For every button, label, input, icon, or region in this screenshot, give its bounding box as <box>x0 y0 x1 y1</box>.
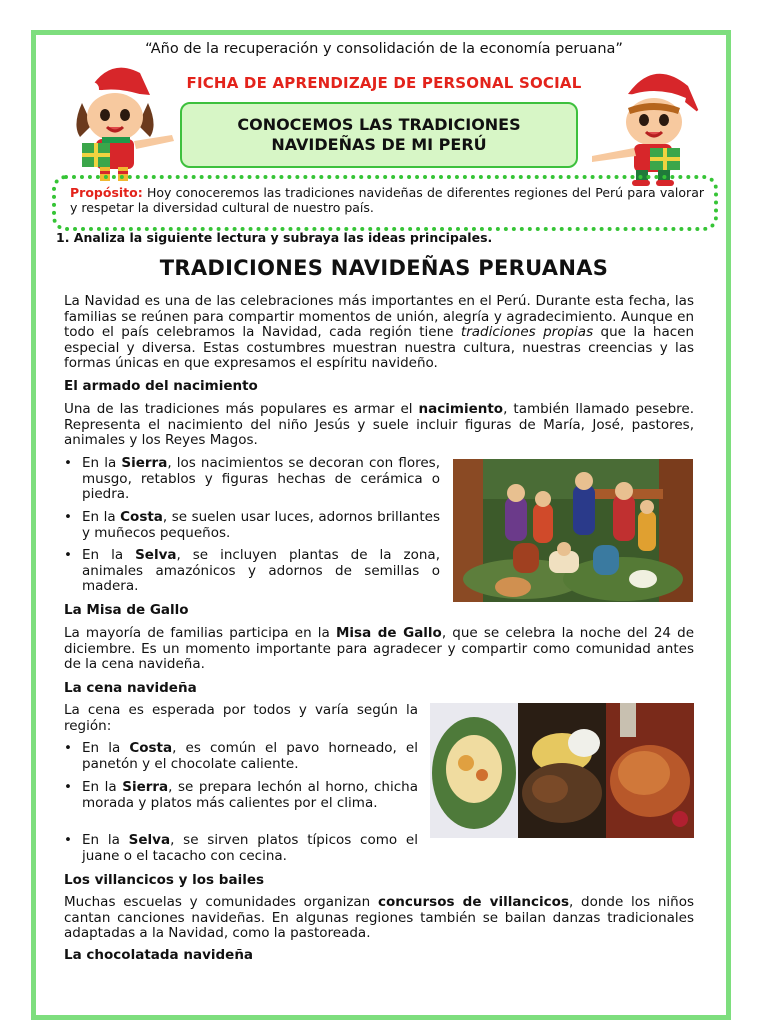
purpose-text: Hoy conoceremos las tradiciones navideñas de diferentes regiones del Perú para valorar y respetar la diversidad cultural de nuestro país. <box>70 185 704 215</box>
list-item: • En la Sierra, se prepara lechón al horno, chicha morada y platos más calientes por el clima. <box>82 780 418 811</box>
nacimiento-paragraph: Una de las tradiciones más populares es armar el nacimiento, también llamado pesebre. Representa el nacimiento del niño Jesús y suele incluir figuras de María, José, pastores, animales y los Reyes Magos. <box>64 401 694 449</box>
worksheet-title: FICHA DE APRENDIZAJE DE PERSONAL SOCIAL <box>186 74 582 92</box>
purpose-box <box>52 175 718 231</box>
villancicos-paragraph: Muchas escuelas y comunidades organizan concursos de villancicos, donde los niños cantan canciones navideñas. En algunas regiones también se bailan danzas tradicionales adaptadas a la Navidad, como la pastoreada. <box>64 894 695 942</box>
list-item: • En la Costa, se suelen usar luces, adornos brillantes y muñecos pequeños. <box>82 510 440 541</box>
lesson-title-box <box>180 102 578 168</box>
instruction-1: 1. Analiza la siguiente lectura y subraya las ideas principales. <box>56 230 493 245</box>
lesson-title-line2: NAVIDEÑAS DE MI PERÚ <box>271 135 487 154</box>
list-item: • En la Selva, se sirven platos típicos como el juane o el tacacho con cecina. <box>82 833 418 864</box>
cena-paragraph: La cena es esperada por todos y varía según la región: <box>64 702 418 734</box>
heading-misa: La Misa de Gallo <box>64 602 189 618</box>
list-item: • En la Costa, es común el pavo horneado, el panetón y el chocolate caliente. <box>82 741 418 772</box>
nativity-photo <box>453 459 693 602</box>
lesson-title-line1: CONOCEMOS LAS TRADICIONES <box>237 115 521 134</box>
heading-cena: La cena navideña <box>64 680 197 696</box>
intro-paragraph: La Navidad es una de las celebraciones más importantes en el Perú. Durante esta fecha, las familias se reúnen para compartir momentos de unión, alegría y agradecimiento. Aunque en todo el país celebramos la Navidad, cada región tiene tradiciones propias que la hacen especial y diversa. Estas costumbres muestran nuestra cultura, nuestras creencias y las formas únicas en que expresamos el espíritu navideño. <box>64 293 695 372</box>
elf-boy-illustration <box>588 58 718 188</box>
list-item: • En la Sierra, los nacimientos se decoran con flores, musgo, retablos y figuras hechas de cerámica o piedra. <box>82 456 440 503</box>
misa-paragraph: La mayoría de familias participa en la Misa de Gallo, que se celebra la noche del 24 de diciembre. Es un momento importante para agradecer y compartir como comunidad antes de la cena navideña. <box>64 625 695 673</box>
elf-girl-illustration <box>52 55 182 185</box>
year-motto: “Año de la recuperación y consolidación de la economía peruana” <box>145 41 623 57</box>
heading-nacimiento: El armado del nacimiento <box>64 378 258 394</box>
reading-title: TRADICIONES NAVIDEÑAS PERUANAS <box>159 256 609 280</box>
christmas-dinner-photo <box>430 703 694 838</box>
heading-villancicos: Los villancicos y los bailes <box>64 872 265 888</box>
heading-chocolatada: La chocolatada navideña <box>64 947 254 963</box>
list-item: • En la Selva, se incluyen plantas de la zona, animales amazónicos y adornos de semillas o madera. <box>82 548 440 595</box>
purpose-label: Propósito: <box>70 185 143 200</box>
